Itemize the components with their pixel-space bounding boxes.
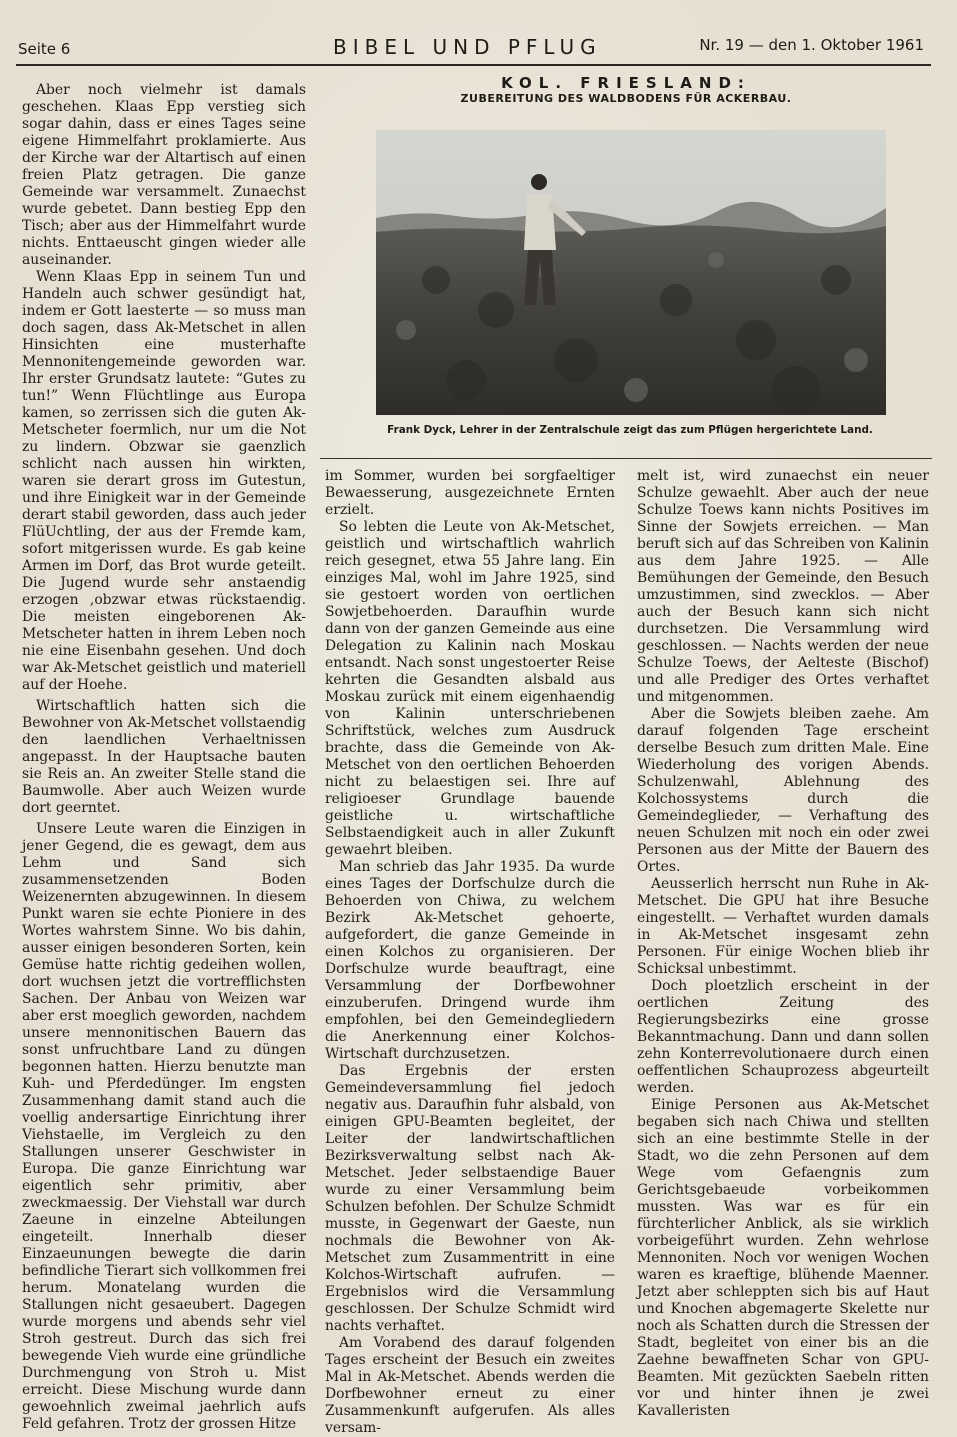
article-column-2 (325, 468, 615, 1437)
paragraph: Aber die Sowjets bleiben zaehe. Am darauf folgenden Tage erscheint derselbe Besuch zum dritten Male. Eine Wiederholung des vorigen Abends. Schulzenwahl, Ablehnung des Kolchossystems durch die Gemeindeglieder, — Verhaftung des neuen Schulzen mit noch ein oder zwei Personen aus der Mitte der Bauern des Ortes. (637, 706, 929, 875)
paragraph: Wirtschaftlich hatten sich die Bewohner von Ak-Metschet vollstaendig den laendlichen Verhaeltnissen angepasst. In der Hauptsache bauten sie Reis an. An zweiter Stelle stand die Baumwolle. Aber auch Weizen wurde dort geerntet. (22, 698, 306, 816)
photo-subtitle: ZUBEREITUNG DES WALDBODENS FÜR ACKERBAU. (460, 92, 792, 105)
field-photo (376, 130, 886, 415)
paragraph: Unsere Leute waren die Einzigen in jener Gegend, die es gewagt, dem aus Lehm und Sand sich zusammensetzenden Boden Weizenernten abzugewinnen. In diesem Punkt waren sie echte Pioniere in des Wortes wahrstem Sinne. Wo bis dahin, ausser einigen besonderen Sorten, kein Gemüse hatte richtig gedeihen wollen, dort wuchsen jetzt die vortrefflichsten Sachen. Der Anbau von Weizen war aber erst moeglich geworden, nachdem unsere mennonitischen Bauern das sonst unfruchtbare Land zu düngen begonnen hatten. Hierzu benutzte man Kuh- und Pferdedünger. Im engsten Zusammenhang damit stand auch die voellig andersartige Einrichtung ihrer Viehstaelle, im Vergleich zu den Stallungen unserer Geschwister in Europa. Die ganze Einrichtung war eigentlich sehr primitiv, aber zweckmaessig. Der Viehstall war durch Zaeune in einzelne Abteilungen eingeteilt. Innerhalb dieser Einzaeunungen bewegte die darin befindliche Tierart sich vollkommen frei herum. Monatelang wurden die Stallungen nicht gesaeubert. Dagegen wurde morgens und abends sehr viel Stroh gestreut. Durch das sich frei bewegende Vieh wurde eine gründliche Durchmengung von Stroh u. Mist erreicht. Diese Mischung wurde dann gewoehnlich zweimal jaehrlich aufs Feld gefahren. Trotz der grossen Hitze (22, 821, 306, 1432)
newspaper-title: BIBEL UND PFLUG (333, 35, 602, 59)
paragraph: Das Ergebnis der ersten Gemeindeversammlung fiel jedoch negativ aus. Daraufhin fuhr alsbald, von einigen GPU-Beamten begleitet, der Leiter der landwirtschaftlichen Bezirksverwaltung selbst nach Ak-Metschet. Jeder selbstaendige Bauer wurde zu einer Versammlung beim Schulzen befohlen. Der Schulze Schmidt musste, in Gegenwart der Gaeste, nun nochmals die Bewohner von Ak-Metschet zum Zusammentritt in eine Kolchos-Wirtschaft aufrufen. — Ergebnislos wird die Versammlung geschlossen. Der Schulze Schmidt wird nachts verhaftet. (325, 1063, 615, 1334)
field-photo-image (376, 130, 886, 415)
section-rule (320, 458, 932, 459)
page-number: Seite 6 (18, 40, 71, 58)
paragraph: Aber noch vielmehr ist damals geschehen. Klaas Epp verstieg sich sogar dahin, dass er eines Tages seine eigene Himmelfahrt proklamierte. Aus der Kirche war der Altartisch auf einen freien Platz getragen. Die ganze Gemeinde war versammelt. Zunaechst wurde gebetet. Dann bestieg Epp den Tisch; aber aus der Himmelfahrt wurde nichts. Enttaeuscht gingen wieder alle auseinander. (22, 82, 306, 268)
paragraph: Einige Personen aus Ak-Metschet begaben sich nach Chiwa und stellten sich an eine bestimmte Stelle in der Stadt, wo die zehn Personen auf dem Wege vom Gefaengnis zum Gerichtsgebaeude vorbeikommen mussten. Was war es für ein fürchterlicher Anblick, als sie wirklich vorbeigeführt wurden. Zehn wehrlose Mennoniten. Noch vor wenigen Wochen waren es kraeftige, blühende Maenner. Jetzt aber schleppten sich bis auf Haut und Knochen abgemagerte Skelette nur noch als Schatten durch die Stressen der Stadt, begleitet von einer bis an die Zaehne bewaffneten Schar von GPU-Beamten. Mit gezückten Saebeln ritten vor und hinter ihnen je zwei Kavalleristen (637, 1097, 929, 1419)
header-rule (16, 64, 931, 66)
paragraph: Aeusserlich herrscht nun Ruhe in Ak-Metschet. Die GPU hat ihre Besuche eingestellt. — Verhaftet wurden damals in Ak-Metschet insgesamt zehn Personen. Für einige Wochen blieb ihr Schicksal unbestimmt. (637, 876, 929, 977)
article-column-3 (637, 468, 929, 1420)
page-header (18, 34, 930, 64)
paragraph: melt ist, wird zunaechst ein neuer Schulze gewaehlt. Aber auch der neue Schulze Toews kann nichts Positives im Sinne der Sowjets erreichen. — Man beruft sich auf das Schreiben von Kalinin aus dem Jahre 1925. — Alle Bemühungen der Gemeinde, den Besuch umzustimmen, sind zwecklos. — Aber auch der Besuch kann sich nicht durchsetzen. Die Versammlung wird geschlossen. — Nachts werden der neue Schulze Toews, der Aelteste (Bischof) und alle Prediger des Ortes verhaftet und mitgenommen. (637, 468, 929, 705)
issue-date: Nr. 19 — den 1. Oktober 1961 (699, 36, 924, 54)
paragraph: im Sommer, wurden bei sorgfaeltiger Bewaesserung, ausgezeichnete Ernten erzielt. (325, 468, 615, 518)
paragraph: Man schrieb das Jahr 1935. Da wurde eines Tages der Dorfschulze durch die Behoerden von Chiwa, zu welchem Bezirk Ak-Metschet gehoerte, aufgefordert, die ganze Gemeinde in einen Kolchos zu organisieren. Der Dorfschulze wurde beauftragt, eine Versammlung der Dorfbewohner einzuberufen. Dringend wurde ihm empfohlen, bei den Gemeindegliedern die Anerkennung einer Kolchos-Wirtschaft durchzusetzen. (325, 859, 615, 1062)
photo-feature (320, 74, 932, 460)
paragraph: Am Vorabend des darauf folgenden Tages erscheint der Besuch ein zweites Mal in Ak-Metschet. Abends werden die Dorfbewohner erneut zu einer Zusammenkunft aufgerufen. Als alles versam- (325, 1335, 615, 1436)
article-column-1 (22, 82, 306, 1433)
photo-caption: Frank Dyck, Lehrer in der Zentralschule zeigt das zum Pflügen hergerichtete Land. (387, 424, 873, 436)
photo-title: KOL. FRIESLAND: (501, 74, 751, 92)
paragraph: Wenn Klaas Epp in seinem Tun und Handeln auch schwer gesündigt hat, indem er Gott laesterte — so muss man doch sagen, dass Ak-Metschet in allen Hinsichten eine musterhafte Mennonitengemeinde geworden war. Ihr erster Grundsatz lautete: “Gutes zu tun!” Wenn Flüchtlinge aus Europa kamen, so zerrissen sich die guten Ak-Metscheter foermlich, nur um die Not zu lindern. Obzwar sie gaenzlich schlicht nach aussen hin wirkten, waren sie derart gross im Gutestun, und ihre Einigkeit war in der Gemeinde derart stabil geworden, dass auch jeder FlüUchtling, der aus der Fremde kam, sofort mitgerissen wurde. Es gab keine Armen im Dorf, das Brot wurde geteilt. Die Jugend wurde sehr anstaendig erzogen ,obzwar etwas rückstaendig. Die meisten eingeborenen Ak-Metscheter hatten in ihrem Leben noch nie eine Eisenbahn gesehen. Und doch war Ak-Metschet geistlich und materiell auf der Hoehe. (22, 269, 306, 693)
paragraph: So lebten die Leute von Ak-Metschet, geistlich und wirtschaftlich wahrlich reich gesegnet, etwa 55 Jahre lang. Ein einziges Mal, wohl im Jahre 1925, sind sie gestoert worden von oertlichen Sowjetbehoerden. Daraufhin wurde dann von der ganzen Gemeinde aus eine Delegation zu Kalinin nach Moskau entsandt. Nach sonst ungestoerter Reise kehrten die Gesandten alsbald aus Moskau zurück mit einem eigenhaendig von Kalinin unterschriebenen Schriftstück, welches zum Ausdruck brachte, dass die Gemeinde von Ak-Metschet von den oertlichen Behoerden nicht zu belaestigen sei. Ihre auf religioeser Grundlage bauende geistliche u. wirtschaftliche Selbstaendigkeit auch in aller Zukunft gewaehrt bleiben. (325, 519, 615, 858)
paragraph: Doch ploetzlich erscheint in der oertlichen Zeitung des Regierungsbezirks eine grosse Bekanntmachung. Dann und dann sollen zehn Konterrevolutionaere durch einen oeffentlichen Schauprozess abgeurteilt werden. (637, 978, 929, 1096)
